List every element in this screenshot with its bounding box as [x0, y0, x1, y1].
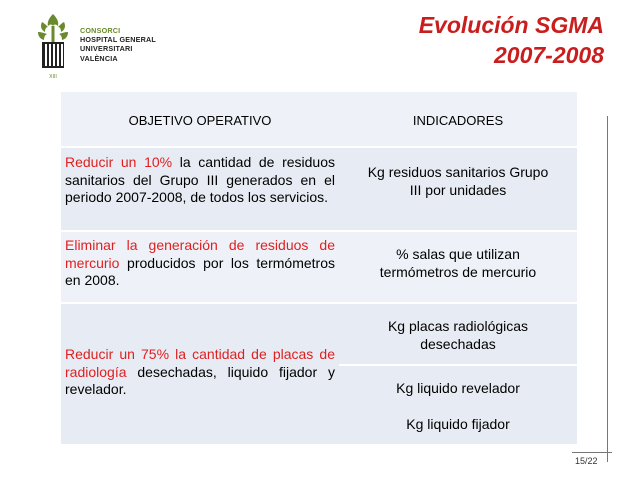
row-3-indicador-2: Kg liquido revelador — [396, 380, 520, 396]
page-number: 15/22 — [575, 456, 598, 466]
row-2-objetivo-text: producidos por los termómetros en 2008. — [65, 254, 335, 288]
objectives-table — [61, 92, 577, 444]
right-divider-line — [607, 116, 608, 462]
header-indicadores: INDICADORES — [412, 113, 504, 128]
logo-line-hospital: HOSPITAL GENERAL — [80, 35, 157, 45]
header-indicadores-cell — [339, 92, 577, 146]
row-1-indicador: Kg residuos sanitarios Grupo III por unidades — [367, 164, 549, 198]
table-row-3-indicador-fijador — [339, 402, 577, 444]
row-1-objetivo-text: la cantidad de residuos sanitarios del Grupo III generados en el periodo 2007-2008, de todos los servicios. — [65, 154, 335, 205]
hospital-emblem-icon — [34, 12, 72, 80]
header-objetivo: OBJETIVO OPERATIVO — [128, 113, 272, 128]
emblem-caption: XIII — [49, 74, 57, 80]
logo-line-consorci: CONSORCI — [80, 26, 121, 35]
table-row-3-indicador-revelador — [339, 366, 577, 402]
table-row-3-indicador-placas — [339, 304, 577, 364]
row-3-indicador-1: Kg placas radiológicas desechadas — [387, 318, 529, 352]
logo-line-valencia: VALÈNCIA — [80, 53, 118, 63]
table-row-3-objetivo — [61, 304, 339, 444]
table-row-2-indicador — [339, 232, 577, 302]
table-row-1-objetivo — [61, 148, 339, 230]
slide-title — [419, 10, 604, 70]
title-line-1: Evolución SGMA — [418, 12, 604, 38]
row-3-objetivo-text: desechadas, liquido fijador y revelador. — [65, 363, 335, 397]
logo-line-universitari: UNIVERSITARI — [80, 44, 133, 54]
table-row-1-indicador — [339, 148, 577, 230]
row-1-objetivo-highlight: Reducir un 10% — [65, 154, 173, 170]
row-2-objetivo-highlight: Eliminar la generación de residuos de mercurio — [65, 237, 335, 271]
bottom-divider-line — [572, 452, 612, 453]
title-line-2: 2007-2008 — [494, 42, 604, 68]
row-3-indicador-3: Kg liquido fijador — [406, 416, 510, 432]
row-3-objetivo-highlight: Reducir un 75% la cantidad de placas de radiología — [65, 346, 335, 380]
table-row-2-objetivo — [61, 232, 339, 302]
row-2-indicador: % salas que utilizan termómetros de mercurio — [379, 246, 537, 280]
header-objetivo-cell — [61, 92, 339, 146]
logo-text — [80, 26, 156, 63]
hospital-logo — [34, 12, 174, 80]
